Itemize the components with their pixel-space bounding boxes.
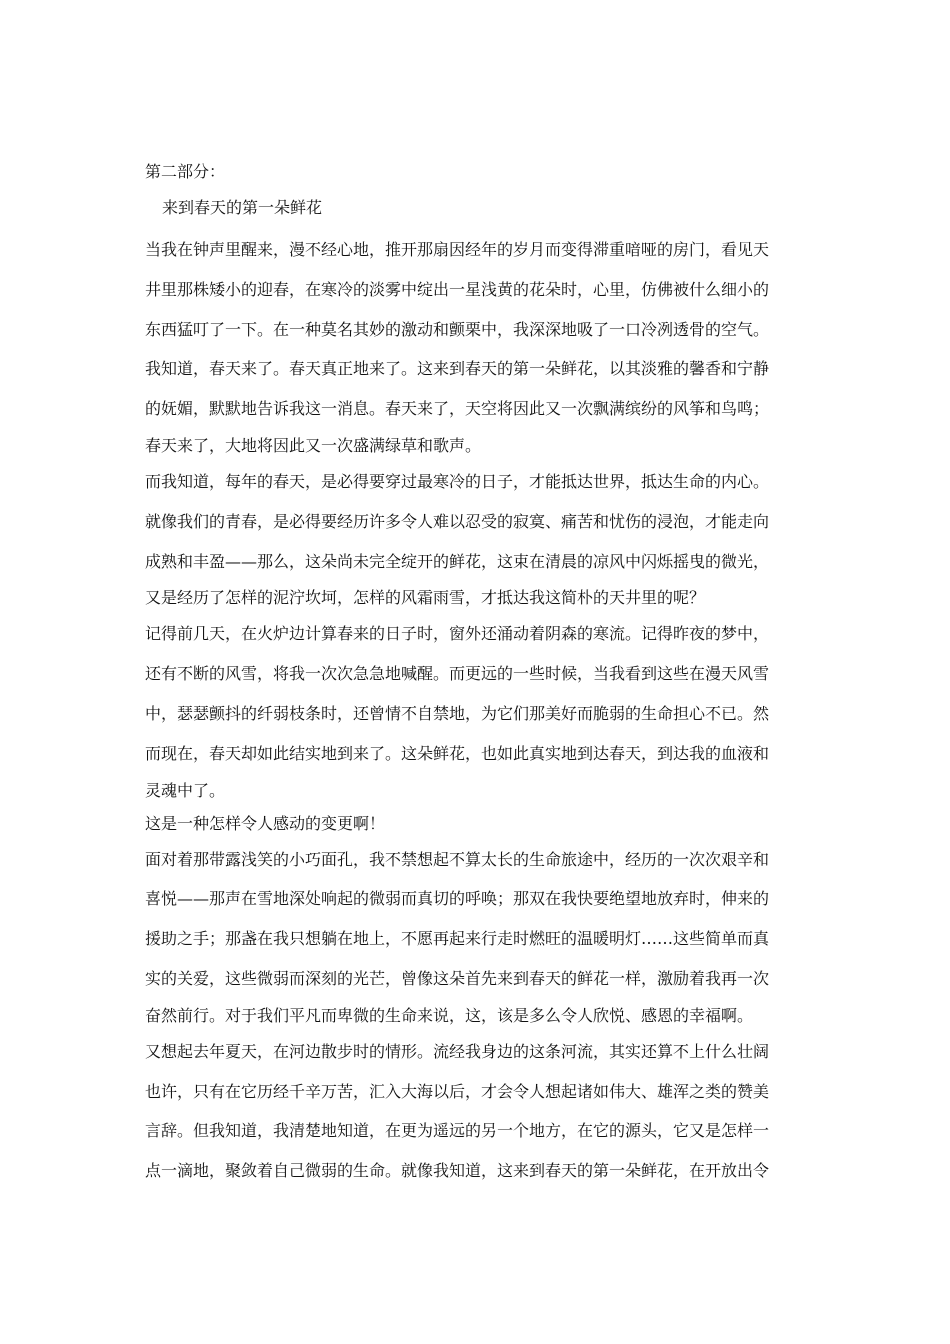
body-line: 点一滴地，聚敛着自己微弱的生命。就像我知道，这来到春天的第一朵鲜花，在开放出令 — [145, 1161, 770, 1181]
essay-title: 来到春天的第一朵鲜花 — [162, 198, 323, 217]
body-line: 春天来了，大地将因此又一次盛满绿草和歌声。 — [145, 435, 482, 455]
body-line: 成熟和丰盈——那么，这朵尚未完全绽开的鲜花，这束在清晨的凉风中闪烁摇曳的微光， — [145, 551, 770, 571]
body-line: 面对着那带露浅笑的小巧面孔，我不禁想起不算太长的生命旅途中，经历的一次次艰辛和 — [145, 849, 770, 869]
body-line: 的妩媚，默默地告诉我这一消息。春天来了，天空将因此又一次飘满缤纷的风筝和鸟鸣； — [145, 399, 770, 419]
body-line: 又想起去年夏天，在河边散步时的情形。流经我身边的这条河流，其实还算不上什么壮阔 — [145, 1041, 770, 1061]
body-line: 又是经历了怎样的泥泞坎坷，怎样的风霜雨雪，才抵达我这简朴的天井里的呢？ — [145, 588, 706, 608]
body-line: 我知道，春天来了。春天真正地来了。这来到春天的第一朵鲜花，以其淡雅的馨香和宁静 — [145, 359, 770, 379]
body-line: 还有不断的风雪，将我一次次急急地喊醒。而更远的一些时候，当我看到这些在漫天风雪 — [145, 664, 770, 684]
body-line: 中，瑟瑟颤抖的纤弱枝条时，还曾情不自禁地，为它们那美好而脆弱的生命担心不已。然 — [145, 703, 770, 723]
body-line: 这是一种怎样令人感动的变更啊！ — [145, 813, 386, 833]
body-line: 言辞。但我知道，我清楚地知道，在更为遥远的另一个地方，在它的源头，它又是怎样一 — [145, 1121, 770, 1141]
body-line: 喜悦——那声在雪地深处响起的微弱而真切的呼唤；那双在我快要绝望地放弃时，伸来的 — [145, 889, 770, 909]
body-line: 记得前几天，在火炉边计算春来的日子时，窗外还涌动着阴森的寒流。记得昨夜的梦中， — [145, 624, 770, 644]
body-line: 东西猛叮了一下。在一种莫名其妙的激动和颤栗中，我深深地吸了一口冷冽透骨的空气。 — [145, 319, 770, 339]
body-line: 奋然前行。对于我们平凡而卑微的生命来说，这，该是多么令人欣悦、感恩的幸福啊。 — [145, 1005, 754, 1025]
body-line: 而现在，春天却如此结实地到来了。这朵鲜花，也如此真实地到达春天，到达我的血液和 — [145, 743, 770, 763]
body-line: 就像我们的青春，是必得要经历许多令人难以忍受的寂寞、痛苦和忧伤的浸泡，才能走向 — [145, 511, 770, 531]
body-line: 而我知道，每年的春天，是必得要穿过最寒冷的日子，才能抵达世界，抵达生命的内心。 — [145, 471, 770, 491]
body-line: 当我在钟声里醒来，漫不经心地，推开那扇因经年的岁月而变得滞重喑哑的房门，看见天 — [145, 240, 770, 259]
body-line: 井里那株矮小的迎春，在寒冷的淡雾中绽出一星浅黄的花朵时，心里，仿佛被什么细小的 — [145, 279, 770, 299]
body-line: 也许，只有在它历经千辛万苦，汇入大海以后，才会令人想起诸如伟大、雄浑之类的赞美 — [145, 1081, 770, 1101]
essay-body — [145, 230, 815, 1191]
body-line: 援助之手；那盏在我只想躺在地上，不愿再起来行走时燃旺的温暖明灯……这些简单而真 — [145, 929, 770, 949]
body-line: 灵魂中了。 — [145, 780, 226, 800]
section-label: 第二部分： — [145, 162, 226, 181]
body-line: 实的关爱，这些微弱而深刻的光芒，曾像这朵首先来到春天的鲜花一样，激励着我再一次 — [145, 968, 770, 988]
